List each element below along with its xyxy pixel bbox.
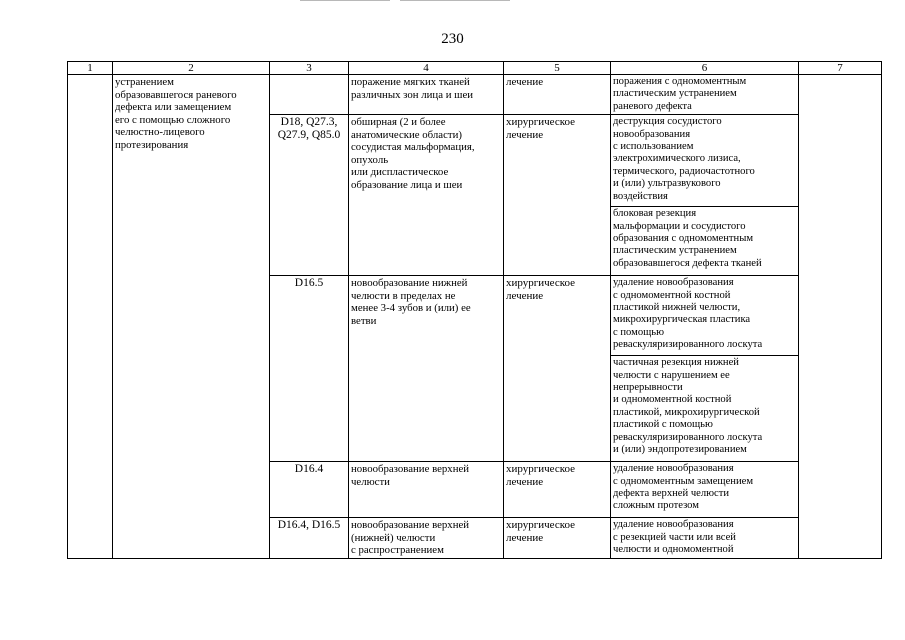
cell-line: устранением <box>115 76 174 88</box>
treatment-cell <box>504 115 611 276</box>
cell-line: новообразование верхней <box>351 519 470 532</box>
cell-line: пластическим устранением <box>613 245 737 257</box>
treatment-cell <box>504 75 611 115</box>
number-cell <box>68 75 113 559</box>
cell-line: лечение <box>506 128 544 141</box>
cell-line: непрерывности <box>613 382 683 394</box>
cell-line: реваскуляризированного лоскута <box>613 339 763 351</box>
cell-line: челюсти и одномоментной <box>613 544 734 556</box>
cell-line: образовавшегося дефекта тканей <box>613 257 762 269</box>
treatment-cell <box>504 462 611 518</box>
cell-line: хирургическое <box>506 116 576 129</box>
cell-line: различных зон лица и шеи <box>351 88 474 101</box>
diagnosis-cell <box>349 75 504 115</box>
code-cell <box>270 518 349 559</box>
table-row <box>68 75 882 115</box>
cell-line: D16.4 <box>294 463 324 476</box>
method-cell <box>611 75 799 115</box>
cell-line: воздействия <box>613 190 668 202</box>
cell-line: дефекта верхней челюсти <box>613 488 730 500</box>
cell-line: и одномоментной костной <box>613 394 732 406</box>
cell-line: челюсти с нарушением ее <box>613 369 730 381</box>
cell-line: новообразование верхней <box>351 463 470 476</box>
column-header: 2 <box>113 62 270 75</box>
column-header: 3 <box>270 62 349 75</box>
cell-line: его с помощью сложного <box>115 113 231 126</box>
intervention-cell <box>113 75 270 559</box>
method-cell <box>611 276 799 356</box>
cell-line: с одномоментной костной <box>613 289 731 301</box>
cell-line: с одномоментным замещением <box>613 475 754 487</box>
cell-line: мальформации и сосудистого <box>613 220 746 232</box>
treatment-cell <box>504 276 611 462</box>
cell-line: ветви <box>351 314 377 327</box>
scan-edge-line <box>300 0 390 1</box>
cell-line: хирургическое <box>506 519 576 532</box>
cell-line: с использованием <box>613 141 694 153</box>
column-header: 6 <box>611 62 799 75</box>
cell-line: удаление новообразования <box>613 463 734 475</box>
diagnosis-cell <box>349 518 504 559</box>
cell-line: сосудистая мальформация, <box>351 141 475 154</box>
cell-line: и (или) эндопротезированием <box>613 444 747 456</box>
cell-line: хирургическое <box>506 277 576 290</box>
cell-line: удаление новообразования <box>613 519 734 531</box>
column-header: 4 <box>349 62 504 75</box>
cell-line: D16.5 <box>294 277 324 290</box>
cell-line: с распространением <box>351 544 444 557</box>
cell-line: лечение <box>506 531 544 544</box>
method-cell <box>611 115 799 207</box>
code-cell <box>270 75 349 115</box>
cell-line: удаление новообразования <box>613 277 734 289</box>
cell-line: новообразование нижней <box>351 277 468 290</box>
cell-line: пластикой, микрохирургической <box>613 406 760 418</box>
cell-line: анатомические области) <box>351 128 462 141</box>
cell-line: и (или) ультразвукового <box>613 178 721 190</box>
cell-line: опухоль <box>351 153 389 166</box>
diagnosis-cell <box>349 276 504 462</box>
cell-line: образовавшегося раневого <box>115 88 237 101</box>
cell-line: челюсти <box>351 475 390 488</box>
cell-line: Q27.9, Q85.0 <box>277 128 341 141</box>
column-header: 1 <box>68 62 113 75</box>
method-cell <box>611 462 799 518</box>
cell-line: поражение мягких тканей <box>351 76 470 88</box>
cell-line: термического, радиочастотного <box>613 165 755 177</box>
cell-line: пластическим устранением <box>613 88 737 100</box>
cell-line: протезирования <box>115 138 189 151</box>
method-cell <box>611 356 799 462</box>
cell-line: D18, Q27.3, <box>280 116 338 129</box>
cell-line: хирургическое <box>506 463 576 476</box>
cell-line: лечение <box>506 289 544 302</box>
cell-line: образования с одномоментным <box>613 233 754 245</box>
diagnosis-cell <box>349 462 504 518</box>
column-header: 5 <box>504 62 611 75</box>
cell-line: сложным протезом <box>613 500 699 512</box>
scan-edge-line <box>400 0 510 1</box>
cell-line: электрохимического лизиса, <box>613 153 741 165</box>
code-cell <box>270 462 349 518</box>
cell-line: блоковая резекция <box>613 208 697 220</box>
method-cell <box>611 518 799 559</box>
cell-line: лечение <box>506 76 544 88</box>
page-number: 230 <box>441 31 464 47</box>
cell-line: с помощью <box>613 326 665 338</box>
services-table <box>67 61 882 559</box>
cell-line: челюстно-лицевого <box>115 126 205 138</box>
cell-line: дефекта или замещением <box>115 101 232 113</box>
code-cell <box>270 276 349 462</box>
code-cell <box>270 115 349 276</box>
treatment-cell <box>504 518 611 559</box>
cell-line: раневого дефекта <box>613 100 692 112</box>
cell-line: D16.4, D16.5 <box>277 519 341 532</box>
cell-line: пластикой с помощью <box>613 419 713 431</box>
cell-line: или диспластическое <box>351 166 449 179</box>
table-header-row <box>68 62 882 75</box>
cell-line: челюсти в пределах не <box>351 289 456 302</box>
cell-line: пластикой нижней челюсти, <box>613 302 741 314</box>
cell-line: обширная (2 и более <box>351 116 446 129</box>
cell-line: реваскуляризированного лоскута <box>613 431 763 443</box>
method-cell <box>611 207 799 276</box>
cell-line: микрохирургическая пластика <box>613 314 751 326</box>
diagnosis-cell <box>349 115 504 276</box>
cell-line: с резекцией части или всей <box>613 531 736 543</box>
cell-line: новообразования <box>613 128 691 140</box>
cell-line: поражения с одномоментным <box>613 76 747 87</box>
cell-line: лечение <box>506 475 544 488</box>
column-header: 7 <box>799 62 882 75</box>
cell-line: менее 3-4 зубов и (или) ее <box>351 302 471 315</box>
cell-line: частичная резекция нижней <box>613 357 739 369</box>
cell-line: образование лица и шеи <box>351 178 463 191</box>
empty-cell <box>799 75 882 559</box>
cell-line: (нижней) челюсти <box>351 531 436 544</box>
cell-line: деструкция сосудистого <box>613 116 722 128</box>
